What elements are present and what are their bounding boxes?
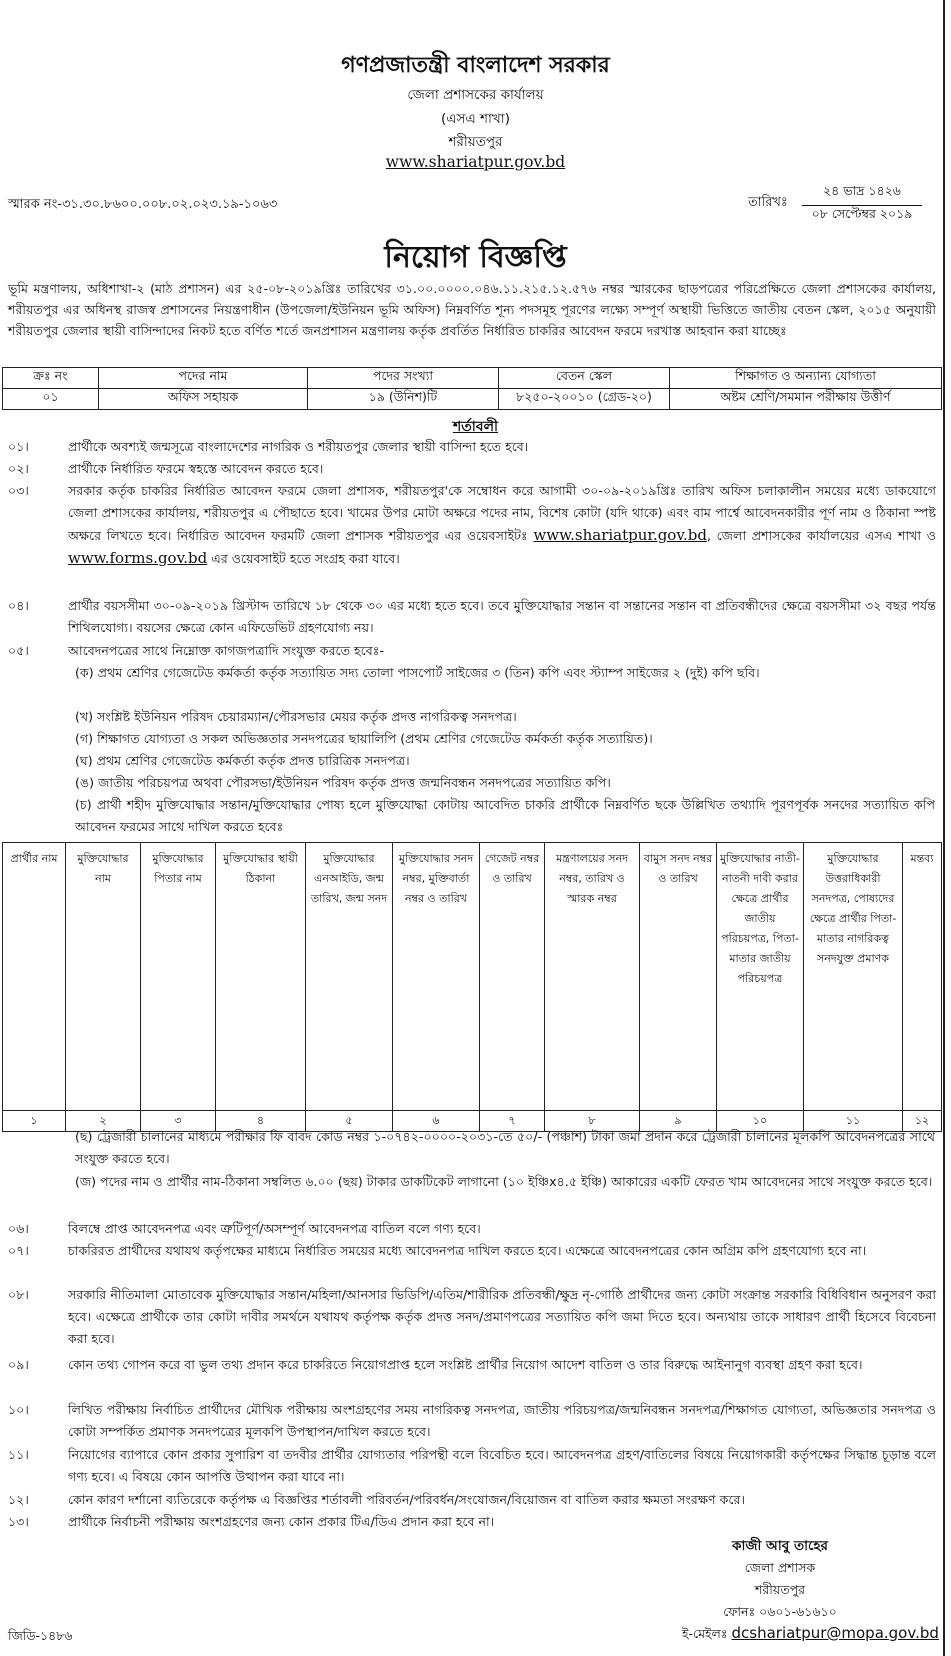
condition-text: প্রার্থীর বয়সসীমা ৩০-০৯-২০১৯ খ্রিস্টাব্দ তারিখে ১৮ থেকে ৩০ এর মধ্যে হতে হবে। তবে মুক্তিযোদ্ধার সন্তান বা সন্তানের সন্তান বা প্রতিবন্ধীদের ক্ষেত্রে বয়সসীমা ৩২ বছর পর্যন্ত শিথিলযোগ্য। বয়সের ক্ষেত্রে কোন এফিডেভিট গ্রহণযোগ্য নয়। <box>68 598 936 635</box>
gd-number: জিডি-১৪৮৬ <box>8 1628 73 1643</box>
signatory-phone: ফোনঃ ০৬০১-৬১৬১০ <box>723 1604 837 1619</box>
mukti-col-header: মন্ত্রণালয়ের সনদ নম্বর, তারিখ ও স্মারক নম্বর <box>545 843 640 1111</box>
posts-col-serial: ক্রঃ নং <box>3 368 99 389</box>
condition-item <box>8 595 936 639</box>
mukti-col-number: ১০ <box>717 1111 804 1132</box>
condition-text: প্রার্থীকে নির্ধারিত ফরমে স্বহস্তে আবেদন করতে হবে। <box>68 461 324 476</box>
document-item: (ক) প্রথম শ্রেণির গেজেটেড কর্মকর্তা কর্তৃক সত্যায়িত সদ্য তোলা পাসপোর্ট সাইজের ৩ (তিন) কপি এবং স্ট্যাম্প সাইজের ২ (দুই) কপি ছবি। <box>75 665 760 680</box>
condition-item <box>8 1489 936 1511</box>
mukti-col-number: ৭ <box>480 1111 545 1132</box>
condition-item <box>8 1444 936 1488</box>
condition-number: ১০। <box>8 1402 29 1417</box>
mukti-col-header: বামুস সনদ নম্বর ও তারিখ <box>640 843 717 1111</box>
post-serial: ০১ <box>3 389 99 410</box>
condition-item <box>8 1284 936 1350</box>
mukti-col-header: মুক্তিযোদ্ধার নাতী-নাতনী দাবী করার ক্ষেত্রে প্রার্থীর জাতীয় পরিচয়পত্র, পিতা-মাতার জাতীয় পরিচয়পত্র <box>717 843 804 1111</box>
signatory-district: শরীয়তপুর <box>755 1582 805 1597</box>
post-name: অফিস সহায়ক <box>99 389 308 410</box>
forms-website-link[interactable]: www.forms.gov.bd <box>68 549 208 567</box>
post-qualification: অষ্টম শ্রেণি/সমমান পরীক্ষায় উত্তীর্ণ <box>670 389 942 410</box>
mukti-col-number: ৯ <box>640 1111 717 1132</box>
condition-text: প্রার্থীকে অবশ্যই জন্মসূত্রে বাংলাদেশের নাগরিক ও শরীয়তপুর জেলার স্থায়ী বাসিন্দা হতে হবে। <box>68 439 529 454</box>
mukti-col-header: মুক্তিযোদ্ধার পিতার নাম <box>141 843 216 1111</box>
condition-number: ১২। <box>8 1492 29 1507</box>
condition-item <box>8 436 936 458</box>
post-scale: ৮২৫০-২০০১০ (গ্রেড-২০) <box>499 389 670 410</box>
condition-number: ০৩। <box>8 483 29 498</box>
website-link[interactable]: www.shariatpur.gov.bd <box>385 153 566 171</box>
condition-text: কোন তথ্য গোপন করে বা ভুল তথ্য প্রদান করে চাকরিতে নিয়োগপ্রাপ্ত হলে সংশ্লিষ্ট প্রার্থীর নিয়োগ আদেশ বাতিল ও তার বিরুদ্ধে আইনানুগ ব্যবস্থা গ্রহণ করা হবে। <box>68 1357 863 1372</box>
condition-text <box>68 480 936 570</box>
condition-item <box>8 458 936 480</box>
condition-number: ০৯। <box>8 1357 29 1372</box>
mukti-col-number: ১২ <box>903 1111 942 1132</box>
posts-col-qualification: শিক্ষাগত ও অন্যান্য যোগ্যতা <box>670 368 942 389</box>
email-link[interactable]: dcshariatpur@mopa.gov.bd <box>731 1624 939 1642</box>
mukti-col-header: মুক্তিযোদ্ধার উত্তরাধিকারী সনদপত্র, পোষ্যদের ক্ষেত্রে প্রার্থীর পিতা-মাতার নাগরিকত্ব সনদযুক্ত প্রমাণক <box>804 843 903 1111</box>
email-line <box>682 1624 939 1646</box>
condition-text-part: এর ওয়েবসাইট হতে সংগ্রহ করা যাবে। <box>211 551 400 566</box>
posts-col-count: পদের সংখ্যা <box>308 368 499 389</box>
condition-number: ১৩। <box>8 1514 29 1529</box>
conditions-title: শর্তাবলী <box>452 419 499 435</box>
mukti-col-number: ২ <box>66 1111 141 1132</box>
mukti-col-number: ১ <box>3 1111 66 1132</box>
document-item: (ঘ) প্রথম শ্রেণির গেজেটেড কর্মকর্তা কর্তৃক প্রদত্ত চারিত্রিক সনদপত্র। <box>75 753 410 768</box>
condition-number: ০৪। <box>8 598 29 613</box>
post-count: ১৯ (উনিশ)টি <box>308 389 499 410</box>
condition-number: ০২। <box>8 461 29 476</box>
mukti-col-header: মুক্তিযোদ্ধার এনআইডি, জন্ম তারিখ, জন্ম সনদ <box>306 843 393 1111</box>
condition-text: আবেদনপত্রের সাথে নিম্নোক্ত কাগজপত্রাদি সংযুক্ত করতে হবেঃ- <box>68 643 384 658</box>
signature-block <box>660 1535 900 1623</box>
mukti-col-number: ৫ <box>306 1111 393 1132</box>
document-item: (জ) পদের নাম ও প্রার্থীর নাম-ঠিকানা সম্বলিত ৬.০০ (ছয়) টাকার ডাকটিকেট লাগানো (১০ ইঞ্চিx৪.৫ ইঞ্চি) আকারের একটি ফেরত খাম আবেদনের সাথে সংযুক্ত করতে হবে। <box>75 1174 933 1189</box>
condition-text-part: , জেলা প্রশাসকের কার্যালয়ের এসএ শাখা ও <box>707 528 936 543</box>
condition-text: চাকরিরত প্রার্থীদের যথাযথ কর্তৃপক্ষের মাধ্যমে নির্ধারিত সময়ের মধ্যে আবেদনপত্র দাখিল করতে হবে। এক্ষেত্রে আবেদনপত্রের কোন অগ্রিম কপি গ্রহণযোগ্য হবে না। <box>68 1243 867 1258</box>
memo-reference: স্মারক নং-৩১.৩০.৮৬০০.০০৮.০২.০২৩.১৯-১০৬৩ <box>8 197 278 212</box>
mukti-col-number: ১১ <box>804 1111 903 1132</box>
mukti-col-header: প্রার্থীর নাম <box>3 843 66 1111</box>
mukti-col-header: মুক্তিযোদ্ধার নাম <box>66 843 141 1111</box>
posts-table <box>2 367 942 410</box>
condition-text: বিলম্বে প্রাপ্ত আবেদনপত্র এবং ত্রুটিপূর্ণ/অসম্পূর্ণ আবেদনপত্র বাতিল বলে গণ্য হবে। <box>68 1221 481 1236</box>
condition-text-part: সরকার কর্তৃক চাকরির নির্ধারিত আবেদন ফরমে জেলা প্রশাসক, শরীয়তপুর'কে সম্বোধন করে আগামী ৩০-০৯-২০১৯খ্রিঃ তারিখ অফিস চলাকালীন সময়ের মধ্যে ডাকযোগে জেলা প্রশাসকের কার্যালয়, শরীয়তপুর এ পৌছাতে হবে। খামের উপর মোটা অক্ষরে পদের নাম, বিশেষ কোটা (যদি থাকে) এবং বাম পার্শ্বে আবেদনকারীর পূর্ণ নাম ও ঠিকানা স্পষ্ট অক্ষরে লিখতে হবে। নির্ধারিত আবেদন ফরমটি জেলা প্রশাসক শরীয়তপুর এর ওয়েবসাইটঃ <box>68 483 936 543</box>
website-link[interactable]: www.shariatpur.gov.bd <box>533 526 708 544</box>
document-item: (ছ) ট্রেজারী চালানের মাধ্যমে পরীক্ষার ফি বাবদ কোড নম্বর ১-০৭৪২-০০০০-২০৩১-তে ৫০/- (পঞ্চাশ) টাকা জমা প্রদান করে ট্রেজারী চালানের মূলকপি আবেদনপত্রের সাথে সংযুক্ত করতে হবে। <box>75 1129 935 1166</box>
condition-number: ০৮। <box>8 1287 29 1302</box>
mukti-col-header: মন্তব্য <box>903 843 942 1111</box>
condition-item <box>8 640 936 662</box>
date-bangla: ২৪ ভাদ্র ১৪২৬ <box>802 183 922 206</box>
document-item: (ঙ) জাতীয় পরিচয়পত্র অথবা পৌরসভা/ইউনিয়ন পরিষদ কর্তৃক প্রদত্ত জন্মনিবন্ধন সনদপত্রের সত্যায়িত কপি। <box>75 775 611 790</box>
posts-col-scale: বেতন স্কেল <box>499 368 670 389</box>
mukti-col-number: ৪ <box>216 1111 306 1132</box>
government-title: গণপ্রজাতন্ত্রী বাংলাদেশ সরকার <box>341 53 610 78</box>
mukti-col-header: মুক্তিযোদ্ধার সনদ নম্বর, মুক্তিবার্তা নম্বর ও তারিখ <box>393 843 480 1111</box>
office-name: জেলা প্রশাসকের কার্যালয় <box>407 87 544 103</box>
email-label: ই-মেইলঃ <box>682 1626 728 1641</box>
mukti-header-row <box>3 843 942 1111</box>
condition-item <box>8 1399 936 1443</box>
date-label: তারিখঃ <box>748 195 788 210</box>
condition-text: প্রার্থীকে নির্বাচনী পরীক্ষায় অংশগ্রহণের জন্য কোন প্রকার টিএ/ডিএ প্রদান করা হবে না। <box>68 1514 495 1529</box>
condition-item <box>8 480 936 570</box>
condition-item <box>8 1354 936 1376</box>
document-item: (খ) সংশ্লিষ্ট ইউনিয়ন পরিষদ চেয়ারম্যান/পৌরসভার মেয়র কর্তৃক প্রদত্ত নাগরিকত্ব সনদপত্র। <box>75 709 517 724</box>
district-name: শরীয়তপুর <box>448 134 503 150</box>
condition-number: ০৬। <box>8 1221 29 1236</box>
date-block <box>802 183 922 226</box>
condition-item <box>8 1240 936 1262</box>
document-item: (চ) প্রার্থী শহীদ মুক্তিযোদ্ধার সন্তান/মুক্তিযোদ্ধার পোষ্য হলে মুক্তিযোদ্ধা কোটায় আবেদিত চাকরি প্রার্থীকে নিম্নবর্ণিত ছকে উল্লিখিত তথ্যাদি পূরণপূর্বক সনদের সত্যায়িত কপি আবেদন ফরমের সাথে দাখিল করতে হবেঃ <box>75 797 935 834</box>
condition-number: ০৭। <box>8 1243 29 1258</box>
condition-number: ১১। <box>8 1447 29 1462</box>
mukti-col-number: ৩ <box>141 1111 216 1132</box>
mukti-col-number: ৮ <box>545 1111 640 1132</box>
intro-paragraph: ভূমি মন্ত্রণালয়, অধিশাখা-২ (মাঠ প্রশাসন) এর ২৫-০৮-২০১৯খ্রিঃ তারিখের ৩১.০০.০০০০.০৪৬.১১.২১৫.১২.৫৭৬ নম্বর স্মারকের ছাড়পত্রের পরিপ্রেক্ষিতে জেলা প্রশাসকের কার্যালয়, শরীয়তপুর এর অধিনস্থ রাজস্ব প্রশাসনের নিয়ন্ত্রণাধীন (উপজেলা/ইউনিয়ন ভূমি অফিস) নিম্নবর্ণিত শূন্য পদসমূহ পূরণের লক্ষ্যে সম্পূর্ণ অস্থায়ী ভিত্তিতে জাতীয় বেতন স্কেল, ২০১৫ অনুযায়ী শরীয়তপুর জেলার স্থায়ী বাসিন্দাদের নিকট হতে বর্ণিত শর্তে জনপ্রশাসন মন্ত্রণালয় কর্তৃক প্রবর্তিত নির্ধারিত চাকরির আবেদন ফরমে দরখাস্ত আহবান করা যাচ্ছেঃ <box>8 281 936 338</box>
condition-item <box>8 1218 936 1240</box>
document-item: (গ) শিক্ষাগত যোগ্যতা ও সকল অভিজ্ঞতার সনদপত্রের ছায়ালিপি (প্রথম শ্রেণির গেজেটেড কর্মকর্তা কর্তৃক সত্যায়িত)। <box>75 731 653 746</box>
notice-title: নিয়োগ বিজ্ঞপ্তি <box>384 240 567 275</box>
condition-text: কোন কারণ দর্শানো ব্যতিরেকে কর্তৃপক্ষ এ বিজ্ঞপ্তির শর্তাবলী পরিবর্তন/পরিবর্ধন/সংযোজন/বিয়োজন বা বাতিল করার ক্ষমতা সংরক্ষণ করে। <box>68 1492 745 1507</box>
condition-number: ০৫। <box>8 643 29 658</box>
posts-row <box>3 389 942 410</box>
date-english: ০৮ সেপ্টেম্বর ২০১৯ <box>811 206 913 221</box>
signatory-name: কাজী আবু তাহের <box>732 1538 828 1554</box>
signatory-designation: জেলা প্রশাসক <box>744 1560 816 1575</box>
posts-header-row <box>3 368 942 389</box>
condition-number: ০১। <box>8 439 29 454</box>
condition-item <box>8 1511 936 1533</box>
condition-text: নিয়োগের ব্যাপারে কোন প্রকার সুপারিশ বা তদবীর প্রার্থীর যোগ্যতার পরিপন্থী বলে বিবেচিত হবে। আবেদনপত্র গ্রহণ/বাতিলের বিষয়ে নিয়োগকারী কর্তৃপক্ষের সিদ্ধান্ত চূড়ান্ত বলে গণ্য হবে। এ বিষয়ে কোন আপত্তি উত্থাপন করা যাবে না। <box>68 1447 936 1484</box>
condition-text: লিখিত পরীক্ষায় নির্বাচিত প্রার্থীদের মৌখিক পরীক্ষায় অংশগ্রহণের সময় নাগরিকত্ব সনদপত্র, জাতীয় পরিচয়পত্র/জন্মনিবন্ধন সনদপত্র/শিক্ষাগত যোগ্যতা, অভিজ্ঞতার সনদপত্র ও কোটা সম্পর্কিত প্রমাণক সনদপত্রের মূলকপি উপস্থাপন/দাখিল করতে হবে। <box>68 1402 936 1439</box>
branch-name: (এসএ শাখা) <box>441 111 510 127</box>
mukti-col-number: ৬ <box>393 1111 480 1132</box>
posts-col-post: পদের নাম <box>99 368 308 389</box>
freedom-fighter-table <box>2 842 942 1132</box>
mukti-col-header: মুক্তিযোদ্ধার স্থায়ী ঠিকানা <box>216 843 306 1111</box>
header-website <box>0 152 951 171</box>
condition-text: সরকারি নীতিমালা মোতাবেক মুক্তিযোদ্ধার সন্তান/মহিলা/আনসার ভিডিপি/এতিম/শারীরিক প্রতিবন্ধী/ক্ষুদ্র নৃ-গোষ্ঠি প্রার্থীদের জন্য কোটা সংক্রান্ত সরকারি বিধিবিধান অনুসরণ করা হবে। এক্ষেত্রে প্রার্থীকে তার কোটা দাবীর সমর্থনে যথাযথ কর্তৃপক্ষ কর্তৃক প্রদত্ত সনদ/প্রমাণপত্রের সত্যায়িত কপি জমা দিতে হবে। অন্যথায় তাকে সাধারণ প্রার্থী হিসেবে বিবেচনা করা হবে। <box>68 1287 936 1346</box>
mukti-col-header: গেজেট নম্বর ও তারিখ <box>480 843 545 1111</box>
